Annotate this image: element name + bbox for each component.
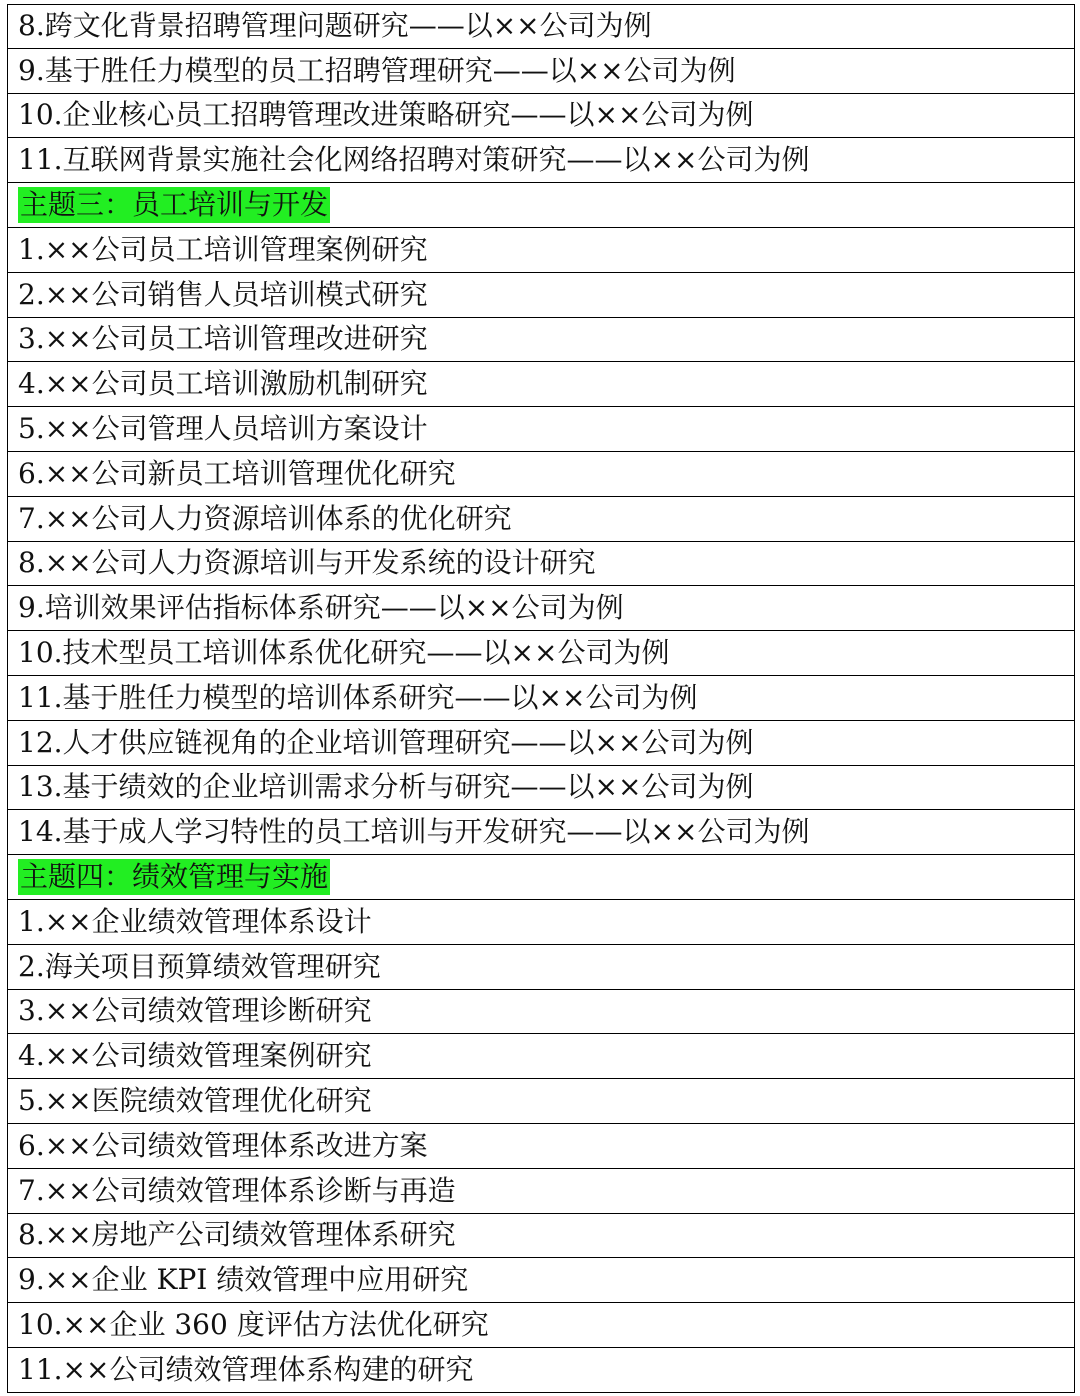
table-row bbox=[7, 452, 1075, 497]
list-item: 8.××公司人力资源培训与开发系统的设计研究 bbox=[18, 546, 596, 580]
table-row bbox=[7, 1303, 1075, 1348]
list-item: 10.××企业 360 度评估方法优化研究 bbox=[18, 1308, 489, 1341]
list-item: 11.互联网背景实施社会化网络招聘对策研究——以××公司为例 bbox=[18, 143, 810, 177]
table-row bbox=[7, 228, 1075, 273]
topic-table bbox=[7, 4, 1075, 1393]
table-row bbox=[7, 1034, 1075, 1079]
list-item: 3.××公司员工培训管理改进研究 bbox=[18, 322, 428, 356]
list-item: 2.××公司销售人员培训模式研究 bbox=[18, 277, 428, 311]
table-row bbox=[7, 1214, 1075, 1259]
table-row bbox=[7, 1169, 1075, 1214]
list-item: 10.技术型员工培训体系优化研究——以××公司为例 bbox=[18, 636, 670, 670]
table-row bbox=[7, 721, 1075, 766]
topic-heading-row bbox=[7, 855, 1075, 900]
list-item: 9.××企业 KPI 绩效管理中应用研究 bbox=[18, 1263, 469, 1297]
list-item: 11.××公司绩效管理体系构建的研究 bbox=[18, 1352, 474, 1386]
table-row bbox=[7, 1258, 1075, 1303]
table-row bbox=[7, 990, 1075, 1035]
list-item: 13.基于绩效的企业培训需求分析与研究——以××公司为例 bbox=[18, 770, 754, 804]
table-row bbox=[7, 945, 1075, 990]
list-item: 10.企业核心员工招聘管理改进策略研究——以××公司为例 bbox=[18, 98, 754, 132]
list-item: 2.海关项目预算绩效管理研究 bbox=[18, 949, 381, 983]
list-item: 1.××公司员工培训管理案例研究 bbox=[18, 232, 428, 266]
list-item: 6.××公司新员工培训管理优化研究 bbox=[18, 456, 456, 490]
list-item: 6.××公司绩效管理体系改进方案 bbox=[18, 1128, 428, 1162]
table-row bbox=[7, 362, 1075, 407]
table-row bbox=[7, 1348, 1075, 1393]
list-item: 5.××医院绩效管理优化研究 bbox=[18, 1084, 372, 1118]
list-item: 5.××公司管理人员培训方案设计 bbox=[18, 412, 428, 446]
list-item: 8.××房地产公司绩效管理体系研究 bbox=[18, 1218, 456, 1252]
table-row bbox=[7, 94, 1075, 139]
list-item: 12.人才供应链视角的企业培训管理研究——以××公司为例 bbox=[18, 725, 754, 759]
table-row bbox=[7, 273, 1075, 318]
list-item: 4.××公司绩效管理案例研究 bbox=[18, 1039, 372, 1073]
table-row bbox=[7, 766, 1075, 811]
table-row bbox=[7, 318, 1075, 363]
list-item: 1.××企业绩效管理体系设计 bbox=[18, 904, 372, 938]
list-item: 9.培训效果评估指标体系研究——以××公司为例 bbox=[18, 591, 624, 625]
list-item: 4.××公司员工培训激励机制研究 bbox=[18, 367, 428, 401]
table-row bbox=[7, 497, 1075, 542]
table-row bbox=[7, 1079, 1075, 1124]
table-row bbox=[7, 586, 1075, 631]
table-row bbox=[7, 631, 1075, 676]
table-row bbox=[7, 138, 1075, 183]
table-row bbox=[7, 407, 1075, 452]
list-item: 11.基于胜任力模型的培训体系研究——以××公司为例 bbox=[18, 680, 698, 714]
list-item: 8.跨文化背景招聘管理问题研究——以××公司为例 bbox=[18, 9, 652, 43]
table-row bbox=[7, 542, 1075, 587]
topic-heading: 主题四：绩效管理与实施 bbox=[20, 860, 329, 894]
list-item: 3.××公司绩效管理诊断研究 bbox=[18, 994, 372, 1028]
topic-heading: 主题三：员工培训与开发 bbox=[20, 188, 329, 222]
table-row bbox=[7, 1124, 1075, 1169]
table-row bbox=[7, 810, 1075, 855]
table-row bbox=[7, 4, 1075, 49]
list-item: 7.××公司人力资源培训体系的优化研究 bbox=[18, 501, 512, 535]
list-item: 7.××公司绩效管理体系诊断与再造 bbox=[18, 1173, 456, 1207]
list-item: 14.基于成人学习特性的员工培训与开发研究——以××公司为例 bbox=[18, 815, 810, 849]
table-row bbox=[7, 676, 1075, 721]
list-item: 9.基于胜任力模型的员工招聘管理研究——以××公司为例 bbox=[18, 53, 736, 87]
table-row bbox=[7, 49, 1075, 94]
topic-heading-row bbox=[7, 183, 1075, 228]
table-row bbox=[7, 900, 1075, 945]
